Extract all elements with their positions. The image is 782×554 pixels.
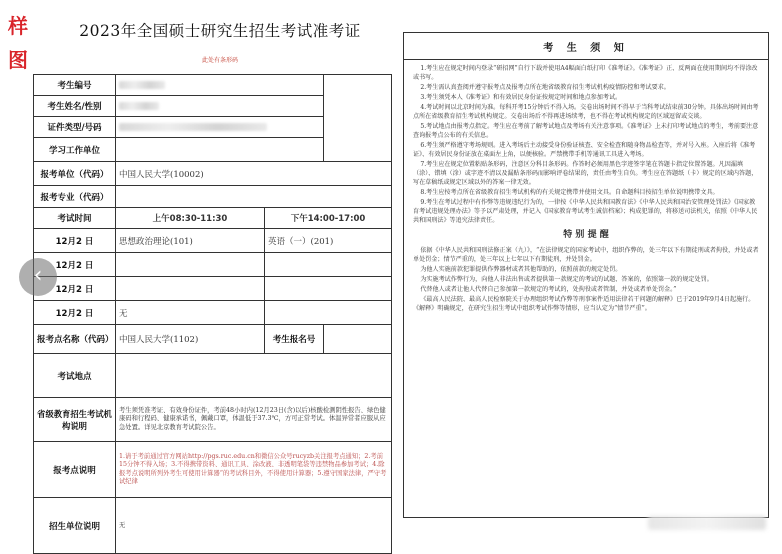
label-day-1: 12月2 日 (34, 229, 116, 253)
day-3-morning-subject (116, 277, 265, 301)
value-site-desc: 1.请于考前通过官方网站http://pgs.ruc.edu.cn和微信公众号rucyzb关注报考点通知；2.考前15分钟不得入场；3.不得携带资料、通讯工具、涂改液、非透明笔袋等违禁物品参加考试；4.除报考点说明所列外考生可使用计算器“的考试科目外，不得使用计算器；5.遵守国家法律，严守考试纪律 (119, 452, 387, 485)
day-1-morning-subject: 思想政治理论(101) (116, 229, 265, 253)
notice-item-9: 9.考生在考试过程中有作弊等违规违纪行为的，一律按《中华人民共和国教育法》《中华人民共和国治安管理处罚法》《国家教育考试违规处理办法》等予以严肃处理，并记入《国家教育考试考生诚信档案》；构成犯罪的，将移送司法机关，依照《中华人民共和国刑法》等追究法律责任。 (413, 199, 758, 225)
value-id-type-no (116, 117, 324, 138)
previous-image-button[interactable] (19, 258, 57, 296)
label-site-no: 考生报名号 (265, 325, 324, 354)
notice-item-7: 7.考生应在规定位置粘贴条形码，注意区分科目条形码。作答时必须用黑色字迹签字笔在答题卡指定位置答题。凡因漏填（涂）、错填（涂）或字迹不清以及漏贴条形码而影响评卷结果的，责任由考生自负。考生应在答题纸（卡）规定的区域内答题，写在草稿纸或规定区域以外的答案一律无效。 (413, 161, 758, 187)
value-site-name: 中国人民大学(1102) (116, 325, 265, 354)
label-apply-major: 报考专业（代码） (34, 186, 116, 208)
label-id-type-no: 证件类型/号码 (34, 117, 116, 138)
value-site-no (324, 325, 392, 354)
label-recruit-desc: 招生单位说明 (34, 498, 116, 554)
day-2-afternoon-subject (265, 253, 392, 277)
value-recruit-desc: 无 (119, 522, 126, 530)
page-title: 2023年全国硕士研究生招生考试准考证 (79, 22, 361, 40)
reminder-4: 代替他人或者让他人代替自己参加第一款规定的考试的，处拘役或者管制，并处或者单处罚金。” (420, 285, 677, 293)
sample-watermark-bottom: 图 (8, 48, 28, 72)
special-reminder-title: 特 别 提 醒 (563, 230, 609, 241)
notice-title: 考 生 须 知 (404, 33, 768, 60)
day-3-afternoon-subject (265, 277, 392, 301)
day-4-afternoon-subject (265, 301, 392, 325)
sample-watermark-top: 样 (8, 14, 28, 38)
notice-item-3: 3.考生须凭本人《准考证》和有效居民身份证按规定时间和地点参加考试。 (420, 94, 622, 102)
reminder-3: 为实施考试作弊行为，向他人非法出售或者提供第一款规定的考试的试题、答案的，依照第一款的规定处罚。 (420, 275, 713, 283)
notice-item-1: 1.考生应在规定时间内登录“研招网”自行下载并使用A4幅面白纸打印《准考证》。《准考证》正、反两面在使用期间均不得涂改或书写。 (413, 65, 758, 82)
label-province-desc: 省级教育招生考试机构说明 (34, 398, 116, 442)
candidate-notice-panel (403, 32, 769, 518)
blurred-watermark (648, 516, 766, 530)
barcode-caption: 此处有条形码 (201, 57, 238, 64)
value-exam-place (116, 354, 392, 398)
value-province-desc: 考生须凭准考证、有效身份证件，考前48小时内(12月23日(含)以后)核酸检测阴性报告、绿色健康码和行程码、健康承诺书，佩戴口罩，体温低于37.3℃，方可正常考试。体温异常者应服从应急处置。详见北京教育考试院公告。 (119, 406, 386, 431)
label-apply-unit: 报考单位（代码） (34, 162, 116, 186)
header-afternoon: 下午14:00-17:00 (265, 208, 392, 229)
notice-item-6: 6.考生须严格遵守考场规则。进入考场后主动接受身份验证核查、安全检查和随身物品检查等，并对号入座。入座后将《准考证》、有效居民身份证放在桌面左上角，以便核验。严禁携带手机等通讯工具进入考场。 (413, 142, 756, 159)
label-work-unit: 学习工作单位 (34, 138, 116, 162)
reminder-2: 为他人实施前款犯罪提供作弊器材或者其他帮助的，依照前款的规定处罚。 (420, 265, 622, 273)
label-exam-no: 考生编号 (34, 75, 116, 96)
day-1-afternoon-subject: 英语（一）(201) (265, 229, 392, 253)
value-apply-unit: 中国人民大学(10002) (116, 162, 392, 186)
value-name-gender (116, 96, 324, 117)
label-day-2: 12月2 日 (34, 253, 116, 277)
header-morning: 上午08:30-11:30 (116, 208, 265, 229)
notice-item-2: 2.考生需认真查阅并遵守报考点及报考点所在地省级教育招生考试机构疫情防控和考试要求。 (420, 84, 670, 92)
notice-item-8: 8.考生应按考点所在省级教育招生考试机构的有关规定携带并使用文具。自命题科目按招生单位说明携带文具。 (420, 189, 719, 197)
label-name-gender: 考生姓名/性别 (34, 96, 116, 117)
value-exam-no (116, 75, 324, 96)
reminder-1: 依据《中华人民共和国刑法修正案（九）》，“在法律规定的国家考试中，组织作弊的，处三年以下有期徒刑或者拘役，并处或者单处罚金；情节严重的，处三年以上七年以下有期徒刑，并处罚金。 (413, 246, 759, 263)
notice-item-5: 5.考试地点由报考点指定。考生应在考前了解考试地点及考场有关注意事项。《准考证》上未打印考试地点的考生，考前要注意查询报考点公布的有关信息。 (413, 123, 759, 140)
label-exam-time: 考试时间 (34, 208, 116, 229)
label-exam-place: 考试地点 (34, 354, 116, 398)
notice-body (404, 60, 768, 313)
day-4-morning-subject: 无 (116, 301, 265, 325)
notice-item-4: 4.考试时间以北京时间为准。每科开考15分钟后不得入场。交卷出场时间不得早于当科考试结束前30分钟。具体出场时间由考点所在省级教育招生考试机构规定。交卷出场后不得再进场续考，也不得在考试机构规定的区域逗留或交谈。 (413, 104, 759, 121)
label-day-4: 12月2 日 (34, 301, 116, 325)
value-apply-major (116, 186, 392, 208)
reminder-5: 《最高人民法院、最高人民检察院关于办理组织考试作弊等刑事案件适用法律若干问题的解释》已于2019年9月4日起施行。《解释》明确规定，在研究生招生考试中组织考试作弊等情形，应当认定为“情节严重”。 (413, 295, 755, 312)
photo-area (324, 75, 392, 162)
label-site-name: 报考点名称（代码） (34, 325, 116, 354)
label-site-desc: 报考点说明 (34, 442, 116, 498)
value-work-unit (116, 138, 324, 162)
chevron-left-icon: ‹ (33, 263, 43, 288)
label-day-3: 12月2 日 (34, 277, 116, 301)
day-2-morning-subject (116, 253, 265, 277)
admission-ticket-table (33, 74, 392, 554)
